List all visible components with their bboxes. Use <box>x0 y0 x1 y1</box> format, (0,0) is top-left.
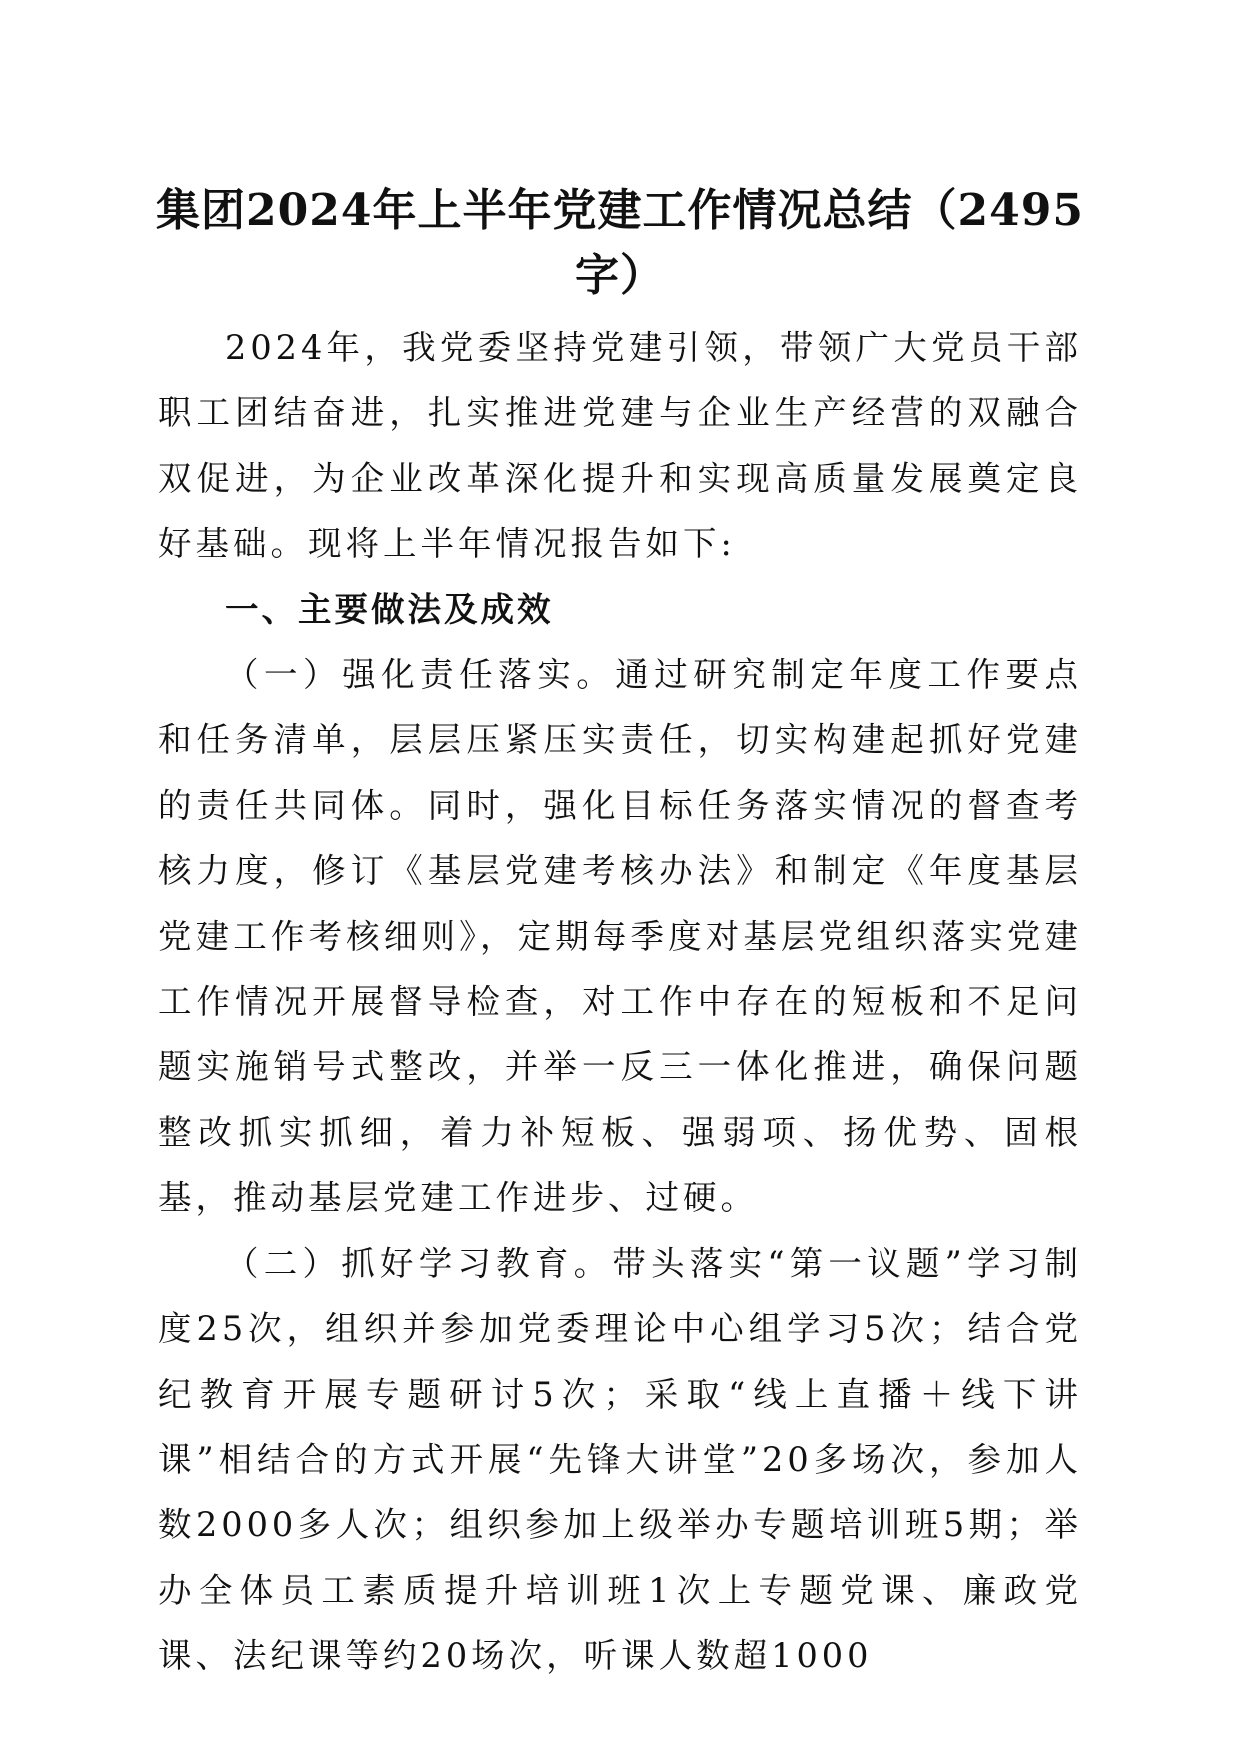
intro-paragraph: 2024年，我党委坚持党建引领，带领广大党员干部职工团结奋进，扎实推进党建与企业生产经营的双融合双促进，为企业改革深化提升和实现高质量发展奠定良好基础。现将上半年情况报告如下: <box>158 328 1082 564</box>
document-body <box>158 315 1082 1689</box>
body-paragraph-education: （二）抓好学习教育。带头落实“第一议题”学习制度25次，组织并参加党委理论中心组学习5次；结合党纪教育开展专题研讨5次；采取“线上直播＋线下讲课”相结合的方式开展“先锋大讲堂”20多场次，参加人数2000多人次；组织参加上级举办专题培训班5期；举办全体员工素质提升培训班1次上专题党课、廉政党课、法纪课等约20场次，听课人数超1000 <box>158 1243 1082 1676</box>
section-heading: 一、主要做法及成效 <box>225 589 554 629</box>
document-title: 集团2024年上半年党建工作情况总结（2495字） <box>156 185 1084 301</box>
body-paragraph-responsibility: （一）强化责任落实。通过研究制定年度工作要点和任务清单，层层压紧压实责任，切实构建起抓好党建的责任共同体。同时，强化目标任务落实情况的督查考核力度，修订《基层党建考核办法》和制定《年度基层党建工作考核细则》，定期每季度对基层党组织落实党建工作情况开展督导检查，对工作中存在的短板和不足问题实施销号式整改，并举一反三一体化推进，确保问题整改抓实抓细，着力补短板、强弱项、扬优势、固根基，推动基层党建工作进步、过硬。 <box>158 655 1082 1218</box>
